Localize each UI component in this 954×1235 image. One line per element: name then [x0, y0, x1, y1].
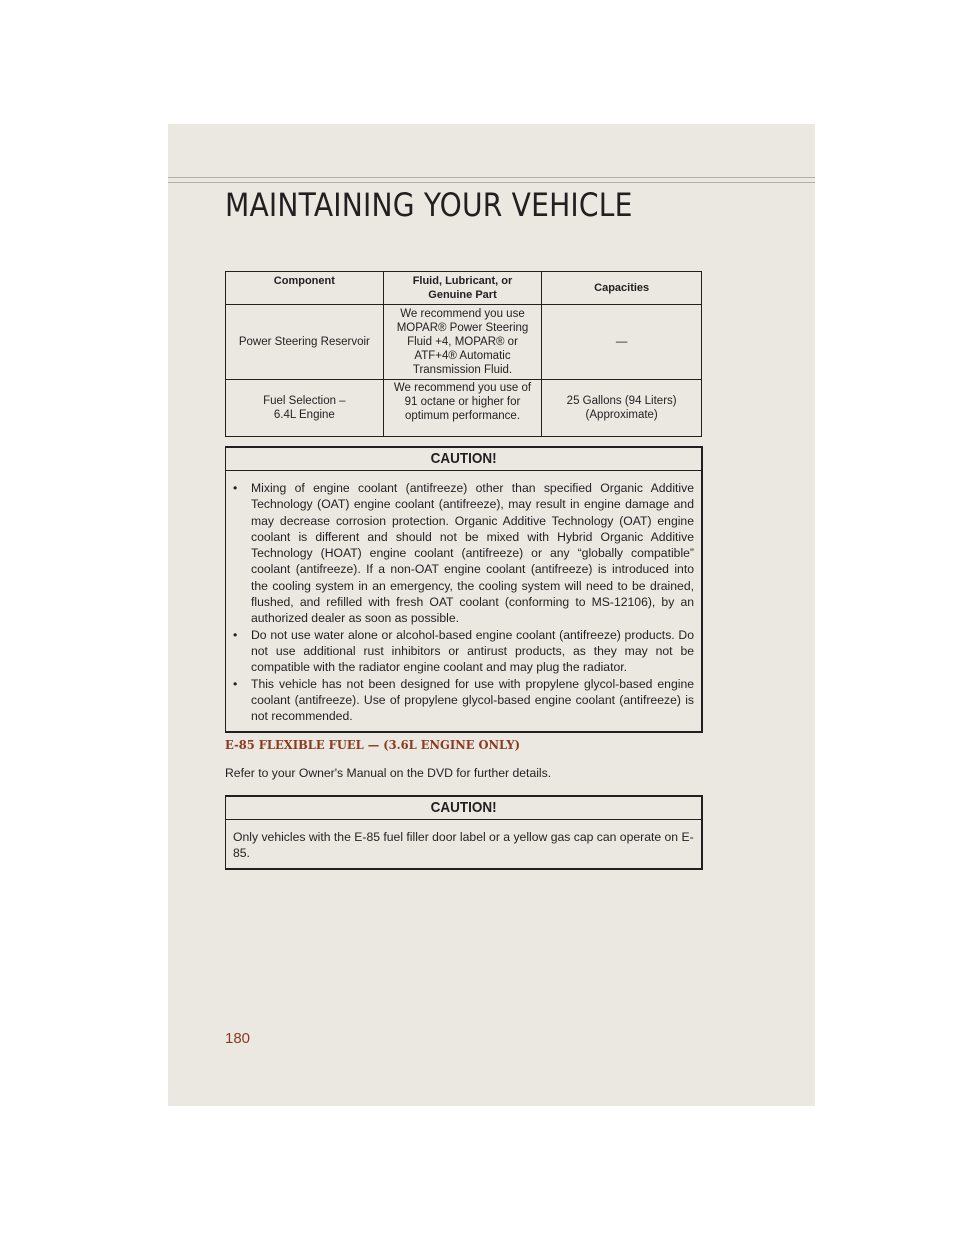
- table-cell: Fuel Selection – 6.4L Engine: [226, 380, 384, 437]
- caution-box-coolant: [225, 446, 703, 733]
- list-item: [233, 627, 694, 676]
- column-header: Capacities: [542, 272, 702, 305]
- table-cell: We recommend you use of 91 octane or higher for optimum performance.: [383, 380, 542, 437]
- page-number: 180: [225, 1030, 251, 1047]
- list-item-text: Do not use water alone or alcohol-based engine coolant (antifreeze) products. Do not use additional rust inhibitors or antirust products, as they may not be compatible with the radiator engine coolant and may plug the radiator.: [251, 627, 694, 675]
- section-body: Refer to your Owner's Manual on the DVD for further details.: [225, 766, 552, 780]
- table-row: [226, 380, 702, 437]
- bullet-icon: •: [233, 627, 238, 642]
- table-cell: Power Steering Reservoir: [226, 305, 384, 380]
- table-cell: 25 Gallons (94 Liters) (Approximate): [542, 380, 702, 437]
- table-cell: —: [542, 305, 702, 380]
- caution-box-e85: [225, 795, 703, 870]
- caution-body: Only vehicles with the E-85 fuel filler door label or a yellow gas cap can operate on E-85.: [233, 830, 694, 860]
- table-header-row: [226, 272, 702, 305]
- page-title: MAINTAINING YOUR VEHICLE: [225, 186, 633, 224]
- column-header: Component: [226, 272, 384, 305]
- caution-heading: [226, 796, 701, 820]
- column-header: Fluid, Lubricant, or Genuine Part: [383, 272, 542, 305]
- manual-page: [168, 124, 815, 1106]
- list-item: [233, 480, 694, 627]
- caution-heading-text: CAUTION!: [430, 450, 497, 467]
- list-item-text: This vehicle has not been designed for use with propylene glycol-based engine coolant (antifreeze). Use of propylene glycol-based engine coolant (antifreeze) is not recommended.: [251, 676, 694, 724]
- list-item-text: Mixing of engine coolant (antifreeze) other than specified Organic Additive Technology (OAT) engine coolant (antifreeze), may result in engine damage and may decrease corrosion protection. Organic Additive Technology (OAT) engine coolant is different and should not be mixed with Hybrid Organic Additive Technology (HOAT) engine coolant (antifreeze) or any “globally compatible” coolant (antifreeze). If a non-OAT engine coolant (antifreeze) is introduced into the cooling system in an emergency, the cooling system will need to be drained, flushed, and refilled with fresh OAT coolant (conforming to MS-12106), by an authorized dealer as soon as possible.: [251, 481, 694, 626]
- caution-heading: [226, 447, 701, 471]
- table-cell: We recommend you use MOPAR® Power Steering Fluid +4, MOPAR® or ATF+4® Automatic Transmission Fluid.: [383, 305, 542, 380]
- list-item: [233, 676, 694, 725]
- header-rule-bottom: [168, 182, 815, 183]
- section-heading: E-85 FLEXIBLE FUEL — (3.6L ENGINE ONLY): [225, 737, 521, 752]
- bullet-icon: •: [233, 676, 238, 691]
- table-row: [226, 305, 702, 380]
- bullet-icon: •: [233, 481, 238, 495]
- caution-heading-text: CAUTION!: [430, 799, 497, 816]
- header-rule-top: [168, 177, 815, 178]
- fluids-capacities-table: [225, 271, 702, 437]
- caution-list: [226, 471, 701, 724]
